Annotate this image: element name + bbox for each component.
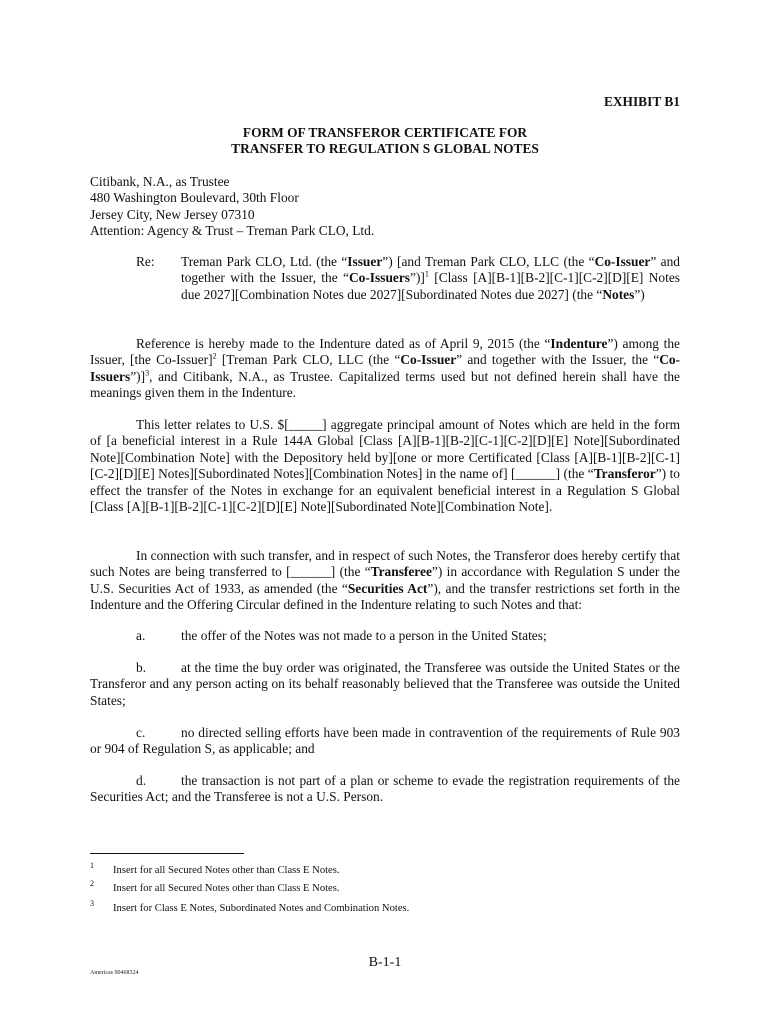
- footnote-ref: 1: [424, 269, 429, 279]
- paragraph-text: [Treman Park CLO, LLC (the “: [216, 352, 401, 368]
- address-line: Jersey City, New Jersey 07310: [90, 206, 255, 222]
- list-item: [90, 725, 680, 758]
- paragraph-text: ” and together with the Issuer, the “: [456, 352, 660, 368]
- defined-term-securities-act: Securities Act: [347, 580, 428, 596]
- paragraph-letter-relates: [90, 417, 680, 515]
- list-item-text: the transaction is not part of a plan or scheme to evade the registration requirements of the Securities Act; and the Transferee is not a U.S. Person.: [90, 773, 680, 805]
- list-item-text: at the time the buy order was originated, the Transferee was outside the United States or the Transferor and any person acting on its behalf reasonably believed that the Transferee was outside the United States;: [90, 660, 680, 708]
- footnote-separator: [90, 853, 244, 854]
- list-item-text: no directed selling efforts have been made in contravention of the requirements of Rule 903 or 904 of Regulation S, as applicable; and: [90, 725, 680, 757]
- address-line: Attention: Agency & Trust – Treman Park CLO, Ltd.: [90, 223, 375, 239]
- footnote-ref: 3: [145, 368, 150, 378]
- paragraph-reference: [90, 336, 680, 402]
- address-line: Citibank, N.A., as Trustee: [90, 174, 230, 189]
- list-item-label: c.: [136, 725, 146, 740]
- defined-term-transferor: Transferor: [593, 466, 656, 482]
- re-text-part: ”) [and Treman Park CLO, LLC (the “: [382, 254, 595, 269]
- defined-term-notes: Notes: [602, 286, 635, 302]
- re-text-part: Treman Park CLO, Ltd. (the “: [181, 254, 348, 269]
- re-text-part: ”): [634, 286, 645, 302]
- address-block: [90, 174, 374, 240]
- re-text-part: ” and together with the Issuer, the “: [181, 254, 680, 286]
- document-title: [0, 125, 770, 158]
- defined-term-co-issuers: Co-Issuers: [348, 270, 410, 286]
- list-item: [90, 660, 680, 709]
- list-item-label: d.: [136, 773, 147, 788]
- paragraph-text: ”) in accordance with Regulation S under the U.S. Securities Act of 1933, as amended (the “: [90, 564, 680, 596]
- re-text: [181, 254, 680, 303]
- defined-term-issuer: Issuer: [347, 254, 383, 269]
- defined-term-co-issuers: Co-Issuers: [90, 352, 681, 384]
- exhibit-label: EXHIBIT B1: [603, 94, 680, 109]
- footnote-ref: 2: [212, 351, 217, 361]
- footnote-text: Insert for Class E Notes, Subordinated Notes and Combination Notes.: [113, 903, 410, 914]
- paragraph-certification: [90, 548, 680, 614]
- paragraph-text: ”) to effect the transfer of the Notes in exchange for an equivalent beneficial interest in a Regulation S Global [Class [A][B-1][B-2][C-1][C-2][D][E] Note][Subordinated Note][Combination Note].: [90, 466, 680, 515]
- defined-term-transferee: Transferee: [370, 564, 432, 580]
- paragraph-text: ”), and the transfer restrictions set forth in the Indenture and the Offering Circular defined in the Indenture relating to such Notes and that:: [90, 580, 681, 613]
- paragraph-text: , and Citibank, N.A., as Trustee. Capitalized terms used but not defined herein shall have the meanings given them in the Indenture.: [90, 368, 680, 401]
- footnote-number: 2: [90, 879, 94, 888]
- re-label: Re:: [136, 254, 155, 269]
- list-item-text: the offer of the Notes was not made to a person in the United States;: [181, 628, 547, 643]
- footnote-text: Insert for all Secured Notes other than Class E Notes.: [113, 883, 340, 894]
- footnote-number: 3: [90, 899, 94, 908]
- list-item-label: b.: [136, 660, 147, 675]
- re-text-part: ”)]: [410, 270, 425, 286]
- footnote-number: 1: [90, 861, 94, 870]
- title-line-1: FORM OF TRANSFEROR CERTIFICATE FOR: [242, 125, 528, 140]
- paragraph-text: ”) among the Issuer, [the Co-Issuer]: [90, 336, 680, 368]
- paragraph-text: ”)]: [130, 368, 146, 384]
- document-id: Americas 90468324: [90, 970, 139, 976]
- paragraph-text: In connection with such transfer, and in respect of such Notes, the Transferor does hereby certify that such Notes are being transferred to [______] (the “: [90, 548, 680, 580]
- address-line: 480 Washington Boulevard, 30th Floor: [90, 190, 299, 206]
- paragraph-text: Reference is hereby made to the Indenture dated as of April 9, 2015 (the “: [136, 336, 551, 351]
- list-item-label: a.: [136, 628, 146, 643]
- paragraph-text: This letter relates to U.S. $[_____] aggregate principal amount of Notes which are held in the form of [a beneficial interest in a Rule 144A Global [Class [A][B-1][B-2][C-1][C-2][D][E] Note][Subordinated Note][Combination Note] with the Depository held by][one or more Certificated [Class [A][B-1][B-2][C-1][C-2][D][E] Notes][Subordinated Notes][Combination Notes] in the name of] [______] (the “: [90, 417, 680, 482]
- defined-term-indenture: Indenture: [550, 336, 608, 351]
- page-number: B-1-1: [368, 955, 402, 970]
- re-text-part: [Class [A][B-1][B-2][C-1][C-2][D][E] Notes due 2027][Combination Notes due 2027][Subordinated Notes due 2027] (the “: [181, 270, 680, 302]
- list-item: [90, 773, 680, 806]
- title-line-2: TRANSFER TO REGULATION S GLOBAL NOTES: [231, 141, 539, 157]
- list-item: [90, 628, 680, 644]
- footnote-text: Insert for all Secured Notes other than Class E Notes.: [113, 865, 340, 876]
- defined-term-co-issuer: Co-Issuer: [400, 352, 457, 368]
- defined-term-co-issuer: Co-Issuer: [594, 254, 651, 269]
